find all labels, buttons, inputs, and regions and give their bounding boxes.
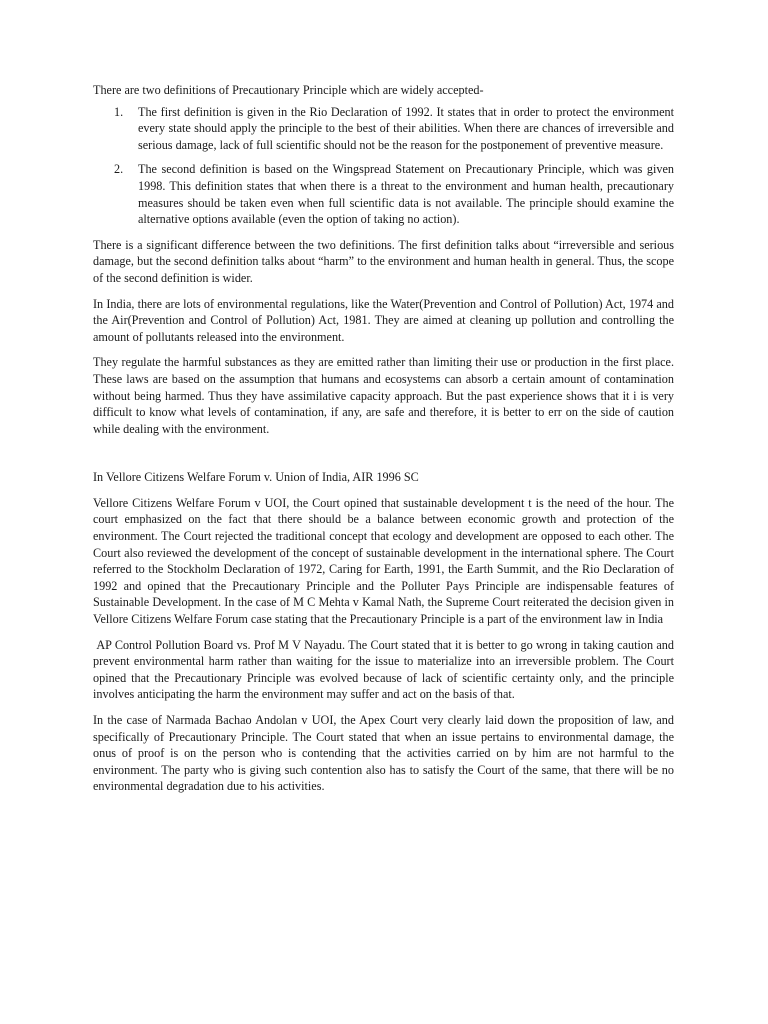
document-page <box>93 82 674 804</box>
definition-text: The first definition is given in the Rio Declaration of 1992. It states that in order to protect the environment every state should apply the principle to the best of their abilities. When there are chances of irreversible and serious damage, lack of full scientific should not be the reason for the postponement of preventive measure. <box>138 104 674 152</box>
definition-item <box>93 161 674 227</box>
paragraph-narmada: In the case of Narmada Bachao Andolan v UOI, the Apex Court very clearly laid down the proposition of law, and specifically of Precautionary Principle. The Court stated that when an issue pertains to environmental damage, the onus of proof is on the person who is contending that the activities carried on by him are not harmful to the environment. The party who is giving such contention also has to satisfy the Court of the same, that there will be no environmental degradation due to his activities. <box>93 713 674 794</box>
intro-text: There are two definitions of Precautionary Principle which are widely accepted- <box>93 83 484 97</box>
paragraph-vellore: Vellore Citizens Welfare Forum v UOI, the Court opined that sustainable development t is the need of the hour. The court emphasized on the fact that there should be a balance between economic growth and protection of the environment. The Court rejected the traditional concept that ecology and development are opposed to each other. The Court also reviewed the development of the concept of sustainable development in the international sphere. The Court referred to the Stockholm Declaration of 1972, Caring for Earth, 1991, the Earth Summit, and the Rio Declaration of 1992 and opined that the Precautionary Principle and the Polluter Pays Principle are indispensable features of Sustainable Development. In the case of M C Mehta v Kamal Nath, the Supreme Court reiterated the decision given in Vellore Citizens Welfare Forum case stating that the Precautionary Principle is a part of the environment law in India <box>93 495 674 627</box>
case-heading: In Vellore Citizens Welfare Forum v. Union of India, AIR 1996 SC <box>93 470 419 485</box>
definition-text: The second definition is based on the Wingspread Statement on Precautionary Principle, which was given 1998. This definition states that when there is a threat to the environment and human health, precautionary measures should be taken even when full scientific data is not available. The principle should examine the alternative options available (even the option of taking no action). <box>138 162 674 227</box>
definition-item <box>93 104 674 154</box>
paragraph-difference: There is a significant difference between the two definitions. The first definition talks about “irreversible and serious damage, but the second definition talks about “harm” to the environment and human health in general. Thus, the scope of the second definition is wider. <box>93 237 674 285</box>
paragraph-harmful-substances: They regulate the harmful substances as they are emitted rather than limiting their use or production in the first place. These laws are based on the assumption that humans and ecosystems can absorb a certain amount of contamination without being harmed. Thus they have assimilative capacity approach. But the past experience shows that it i is very difficult to know what levels of contamination, if any, are safe and therefore, it is better to err on the side of caution while dealing with the environment. <box>93 355 674 436</box>
section-spacer <box>93 446 674 469</box>
definitions-list <box>93 104 674 228</box>
definition-number: 2. <box>114 162 124 177</box>
paragraph-india-regulations: In India, there are lots of environmental regulations, like the Water(Prevention and Control of Pollution) Act, 1974 and the Air(Prevention and Control of Pollution) Act, 1981. They are aimed at cleaning up pollution and controlling the amount of pollutants released into the environment. <box>93 296 674 344</box>
paragraph-ap-pollution-board: AP Control Pollution Board vs. Prof M V Nayadu. The Court stated that it is better to go wrong in taking caution and prevent environmental harm rather than waiting for the issue to materialize into an irreversible problem. The Court opined that the Precautionary Principle was evolved because of lack of scientific certainty only, and the principle involves anticipating the harm the environment may suffer and act on the basis of that. <box>93 637 674 702</box>
definition-number: 1. <box>114 104 124 119</box>
